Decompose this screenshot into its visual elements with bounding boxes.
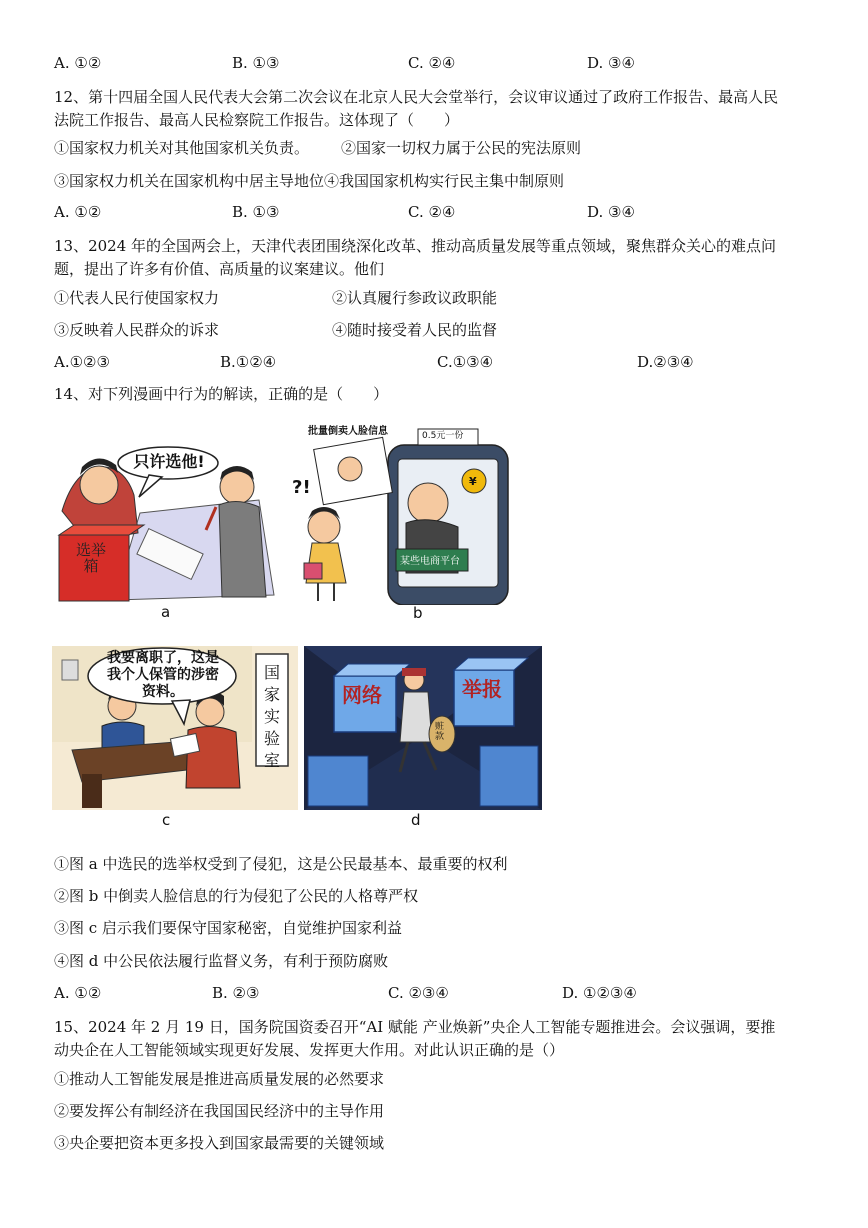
q14-options [54, 983, 834, 1003]
cartoon-c-bubble-text: 我要离职了，这是我个人保管的涉密资料。 [107, 650, 219, 700]
q12-stem-line2: 法院工作报告、最高人民检察院工作报告。这体现了（ ） [54, 111, 460, 129]
q11-options [54, 53, 834, 73]
q12-option-c[interactable]: C. ②④ [408, 203, 456, 221]
q11-option-c[interactable]: C. ②④ [408, 54, 456, 72]
q13-options [54, 352, 834, 372]
q12-option-a[interactable]: A. ①② [54, 203, 102, 221]
q14-item-2: ②图 b 中倒卖人脸信息的行为侵犯了公民的人格尊严权 [54, 887, 419, 905]
cartoon-b-drawing [288, 423, 528, 605]
q13-items-row1 [54, 288, 814, 308]
q11-option-d[interactable]: D. ③④ [587, 54, 635, 72]
cartoon-c [52, 646, 298, 810]
q13-option-d[interactable]: D.②③④ [637, 353, 694, 371]
cartoon-c-lab-sign: 国家实验室 [263, 663, 280, 770]
q12-item-2: ②国家一切权力属于公民的宪法原则 [341, 139, 582, 157]
q13-item-4: ④随时接受着人民的监督 [332, 321, 498, 339]
q14-option-d[interactable]: D. ①②③④ [562, 984, 637, 1002]
cartoon-a-caption: a [161, 603, 171, 621]
q14-item-4: ④图 d 中公民依法履行监督义务，有利于预防腐败 [54, 952, 389, 970]
cartoon-b [288, 423, 528, 605]
q14-option-c[interactable]: C. ②③④ [388, 984, 449, 1002]
q14-item-1: ①图 a 中选民的选举权受到了侵犯，这是公民最基本、最重要的权利 [54, 855, 508, 873]
q15-item-1: ①推动人工智能发展是推进高质量发展的必然要求 [54, 1070, 385, 1088]
cartoon-a-box-label: 选举箱 [76, 541, 107, 575]
cartoon-d-bag-label: 赃款 [435, 722, 445, 742]
cartoon-b-banner: 批量倒卖人脸信息 [308, 426, 388, 437]
cartoon-d-drawing [304, 646, 542, 810]
q11-option-a[interactable]: A. ①② [54, 54, 102, 72]
q12-items-row1 [54, 138, 814, 158]
q13-option-b[interactable]: B.①②④ [220, 353, 277, 371]
q14-stem: 14、对下列漫画中行为的解读，正确的是（ ） [54, 385, 389, 403]
q13-stem-line1: 13、2024 年的全国两会上，天津代表团围绕深化改革、推动高质量发展等重点领域，聚焦群众关心的难点问 [54, 237, 777, 255]
cartoon-d-caption: d [411, 811, 421, 829]
cartoon-b-caption: b [413, 604, 423, 622]
q11-option-b[interactable]: B. ①③ [232, 54, 280, 72]
cartoon-c-caption: c [162, 811, 171, 829]
cartoon-d [304, 646, 542, 810]
cartoon-b-exclaim: ?! [292, 477, 311, 498]
q15-item-2: ②要发挥公有制经济在我国国民经济中的主导作用 [54, 1102, 385, 1120]
q14-option-a[interactable]: A. ①② [54, 984, 102, 1002]
q13-item-3: ③反映着人民群众的诉求 [54, 321, 220, 339]
q12-items-row2: ③国家权力机关在国家机构中居主导地位④我国国家机构实行民主集中制原则 [54, 172, 565, 190]
q12-option-b[interactable]: B. ①③ [232, 203, 280, 221]
q13-stem-line2: 题，提出了许多有价值、高质量的议案建议。他们 [54, 260, 385, 278]
q13-option-c[interactable]: C.①③④ [437, 353, 494, 371]
cartoon-b-price-tag: 0.5元一份 [422, 431, 464, 441]
q12-option-d[interactable]: D. ③④ [587, 203, 635, 221]
q15-item-3: ③央企要把资本更多投入到国家最需要的关键领域 [54, 1134, 385, 1152]
q12-options [54, 202, 834, 222]
q14-item-3: ③图 c 启示我们要保守国家秘密，自觉维护国家利益 [54, 919, 402, 937]
q12-item-1: ①国家权力机关对其他国家机关负责。 [54, 139, 310, 157]
q13-option-a[interactable]: A.①②③ [54, 353, 110, 371]
q13-item-2: ②认真履行参政议政职能 [332, 289, 498, 307]
cartoon-b-coin: ¥ [469, 475, 477, 488]
q13-items-row2 [54, 320, 814, 340]
q13-item-1: ①代表人民行使国家权力 [54, 289, 220, 307]
q15-stem-line2: 动央企在人工智能领域实现更好发展、发挥更大作用。对此认识正确的是（） [54, 1041, 565, 1059]
q12-stem-line1: 12、第十四届全国人民代表大会第二次会议在北京人民大会堂举行，会议审议通过了政府工作报告、最高人民 [54, 88, 779, 106]
cartoon-b-platform: 某些电商平台 [400, 556, 460, 567]
q14-option-b[interactable]: B. ②③ [212, 984, 260, 1002]
cartoon-a [54, 425, 284, 603]
cartoon-a-bubble-text: 只许选他! [133, 452, 205, 471]
q15-stem-line1: 15、2024 年 2 月 19 日，国务院国资委召开“AI 赋能 产业焕新”央企人工智能专题推进会。会议强调，要推 [54, 1018, 776, 1036]
cartoon-d-report-label: 举报 [462, 677, 502, 701]
cartoon-d-network-label: 网络 [342, 683, 382, 707]
